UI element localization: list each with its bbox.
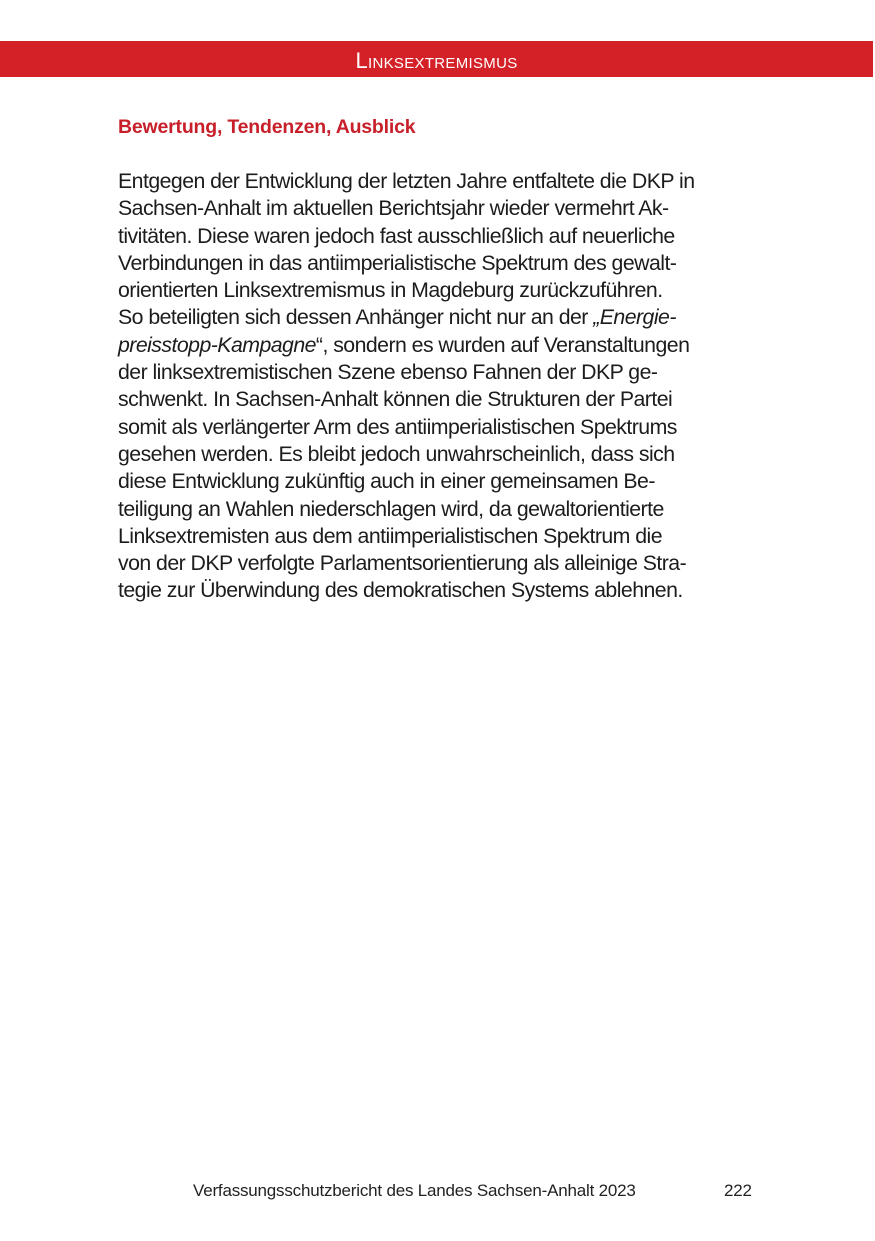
section-heading: Bewertung, Tendenzen, Ausblick xyxy=(118,116,416,138)
paragraph-line: orientierten Linksextremismus in Magdeburg zurückzuführen. xyxy=(118,278,663,303)
paragraph-line: Linksextremisten aus dem antiimperialistischen Spektrum die xyxy=(118,523,663,548)
paragraph-line: diese Entwicklung zukünftig auch in einer gemeinsamen Be- xyxy=(118,469,655,494)
paragraph-line: gesehen werden. Es bleibt jedoch unwahrscheinlich, dass sich xyxy=(118,441,675,466)
paragraph-line: der linksextremistischen Szene ebenso Fahnen der DKP ge- xyxy=(118,360,658,385)
campaign-name-italic: preisstopp-Kampagne xyxy=(118,332,316,357)
paragraph-line xyxy=(118,304,778,331)
paragraph-line: schwenkt. In Sachsen-Anhalt können die Strukturen der Partei xyxy=(118,387,673,412)
paragraph-line: Sachsen-Anhalt im aktuellen Berichtsjahr wieder vermehrt Ak- xyxy=(118,196,669,221)
paragraph-line: Entgegen der Entwicklung der letzten Jahre entfaltete die DKP in xyxy=(118,169,695,193)
paragraph-line xyxy=(118,332,778,359)
paragraph-line: tivitäten. Diese waren jedoch fast ausschließlich auf neuerliche xyxy=(118,223,675,248)
paragraph-line: Verbindungen in das antiimperialistische Spektrum des gewalt- xyxy=(118,250,677,275)
section-banner xyxy=(0,41,873,77)
page-footer xyxy=(0,1181,875,1205)
paragraph-line: von der DKP verfolgte Parlamentsorientierung als alleinige Stra- xyxy=(118,551,687,576)
paragraph-line: somit als verlängerter Arm des antiimperialistischen Spektrums xyxy=(118,414,677,439)
campaign-name-italic: „Energie- xyxy=(593,305,676,330)
page-number: 222 xyxy=(724,1181,752,1200)
paragraph-text: So beteiligten sich dessen Anhänger nicht nur an der xyxy=(118,305,594,330)
publication-title: Verfassungsschutzbericht des Landes Sachsen-Anhalt 2023 xyxy=(193,1181,636,1200)
paragraph-text: “, sondern es wurden auf Veranstaltungen xyxy=(315,332,690,357)
body-paragraph xyxy=(118,168,778,605)
section-title: Linksextremismus xyxy=(355,48,518,73)
paragraph-line: teiligung an Wahlen niederschlagen wird, da gewaltorientierte xyxy=(118,496,664,521)
paragraph-line: tegie zur Überwindung des demokratischen Systems ablehnen. xyxy=(118,578,683,603)
